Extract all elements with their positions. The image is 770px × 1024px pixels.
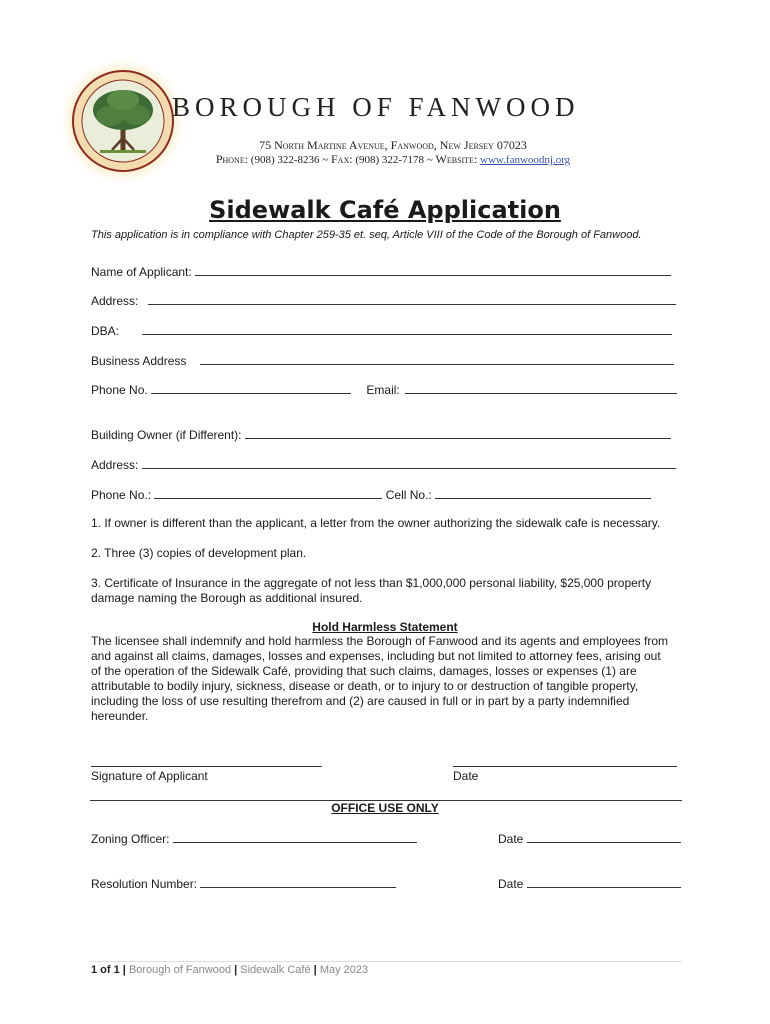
applicant-name-line[interactable] bbox=[195, 264, 671, 276]
phone-field bbox=[91, 382, 677, 397]
signature-label: Signature of Applicant bbox=[91, 769, 208, 783]
requirement-2: 2. Three (3) copies of development plan. bbox=[91, 546, 307, 560]
zoning-date-field bbox=[498, 831, 681, 846]
field-label: Date bbox=[498, 877, 524, 891]
building-owner-field bbox=[91, 427, 671, 442]
business-address-line[interactable] bbox=[200, 353, 674, 365]
hold-harmless-heading: Hold Harmless Statement bbox=[312, 620, 458, 634]
signature-date-label: Date bbox=[453, 769, 479, 783]
field-label: Zoning Officer: bbox=[91, 832, 170, 846]
org-contact-line bbox=[8, 152, 770, 167]
applicant-name-field bbox=[91, 264, 671, 279]
business-address-field bbox=[91, 353, 674, 368]
owner-phone-field bbox=[91, 487, 651, 502]
signature-date-line[interactable] bbox=[453, 766, 677, 767]
field-label: Address: bbox=[91, 458, 139, 472]
owner-cell-line[interactable] bbox=[435, 487, 651, 499]
zoning-officer-line[interactable] bbox=[173, 831, 417, 843]
address-line[interactable] bbox=[148, 293, 676, 305]
field-label: Building Owner (if Different): bbox=[91, 428, 242, 442]
field-label: Date bbox=[498, 832, 524, 846]
applicant-signature-line[interactable] bbox=[91, 766, 322, 767]
website-label: Website: bbox=[435, 152, 478, 166]
resolution-number-line[interactable] bbox=[200, 876, 396, 888]
dba-line[interactable] bbox=[142, 323, 672, 335]
requirement-1: 1. If owner is different than the applicant, a letter from the owner authorizing the sidewalk cafe is necessary. bbox=[91, 516, 661, 530]
footer-org: Borough of Fanwood bbox=[128, 964, 232, 976]
separator: ~ bbox=[426, 154, 433, 166]
requirement-3: 3. Certificate of Insurance in the aggregate of not less than $1,000,000 personal liability, $25,000 property damage naming the Borough as additional insured. bbox=[91, 576, 652, 605]
footer-date: May 2023 bbox=[319, 964, 369, 976]
zoning-officer-field bbox=[91, 831, 417, 846]
field-label: Name of Applicant: bbox=[91, 265, 192, 279]
phone-line[interactable] bbox=[151, 382, 351, 394]
footer-divider bbox=[90, 961, 682, 962]
address-field bbox=[91, 293, 676, 308]
field-label: Phone No.: bbox=[91, 488, 152, 502]
field-label: DBA: bbox=[91, 324, 120, 338]
page-footer bbox=[91, 964, 368, 976]
footer-separator: | bbox=[313, 964, 317, 976]
website-link[interactable]: www.fanwoodnj.org bbox=[480, 154, 571, 166]
hold-harmless-body: The licensee shall indemnify and hold harmless the Borough of Fanwood and its agents and employees from and against all claims, damages, losses and expenses, including but not limited to attorney fees, arising out of the operation of the Sidewalk Café, providing that such claims, damages, losses or expenses (1) are attributable to bodily injury, sickness, disease or death, or to injury to or destruction of tangible property, including the loss of use resulting therefrom and (2) are caused in full or in part by a party indemnified hereunder. bbox=[91, 634, 669, 723]
phone-number: (908) 322-8236 bbox=[250, 154, 320, 166]
field-label: Phone No. bbox=[91, 383, 148, 397]
document-subtitle: This application is in compliance with Chapter 259-35 et. seq, Article VIII of the Code of the Borough of Fanwood. bbox=[91, 229, 642, 241]
phone-label: Phone: bbox=[215, 152, 249, 166]
owner-address-field bbox=[91, 457, 676, 472]
footer-separator: | bbox=[122, 964, 126, 976]
cell-label: Cell No.: bbox=[385, 488, 432, 502]
resolution-date-field bbox=[498, 876, 681, 891]
document-title: Sidewalk Café Application bbox=[209, 196, 561, 224]
fax-label: Fax: bbox=[331, 152, 353, 166]
dba-field bbox=[91, 323, 672, 338]
field-label: Business Address bbox=[91, 354, 187, 368]
fax-number: (908) 322-7178 bbox=[355, 154, 425, 166]
field-label: Resolution Number: bbox=[91, 877, 198, 891]
building-owner-line[interactable] bbox=[245, 427, 671, 439]
resolution-date-line[interactable] bbox=[527, 876, 681, 888]
email-line[interactable] bbox=[405, 382, 677, 394]
separator: ~ bbox=[322, 154, 329, 166]
footer-separator: | bbox=[234, 964, 238, 976]
page-number: 1 of 1 bbox=[91, 964, 120, 976]
org-name: BOROUGH OF FANWOOD bbox=[172, 92, 580, 122]
resolution-number-field bbox=[91, 876, 396, 891]
footer-doc: Sidewalk Café bbox=[240, 964, 311, 976]
email-label: Email: bbox=[366, 383, 400, 397]
office-use-heading: OFFICE USE ONLY bbox=[331, 801, 439, 815]
zoning-date-line[interactable] bbox=[527, 831, 681, 843]
org-address: 75 North Martine Avenue, Fanwood, New Jersey 07023 bbox=[259, 138, 527, 152]
owner-phone-line[interactable] bbox=[154, 487, 382, 499]
field-label: Address: bbox=[91, 294, 139, 308]
owner-address-line[interactable] bbox=[142, 457, 676, 469]
